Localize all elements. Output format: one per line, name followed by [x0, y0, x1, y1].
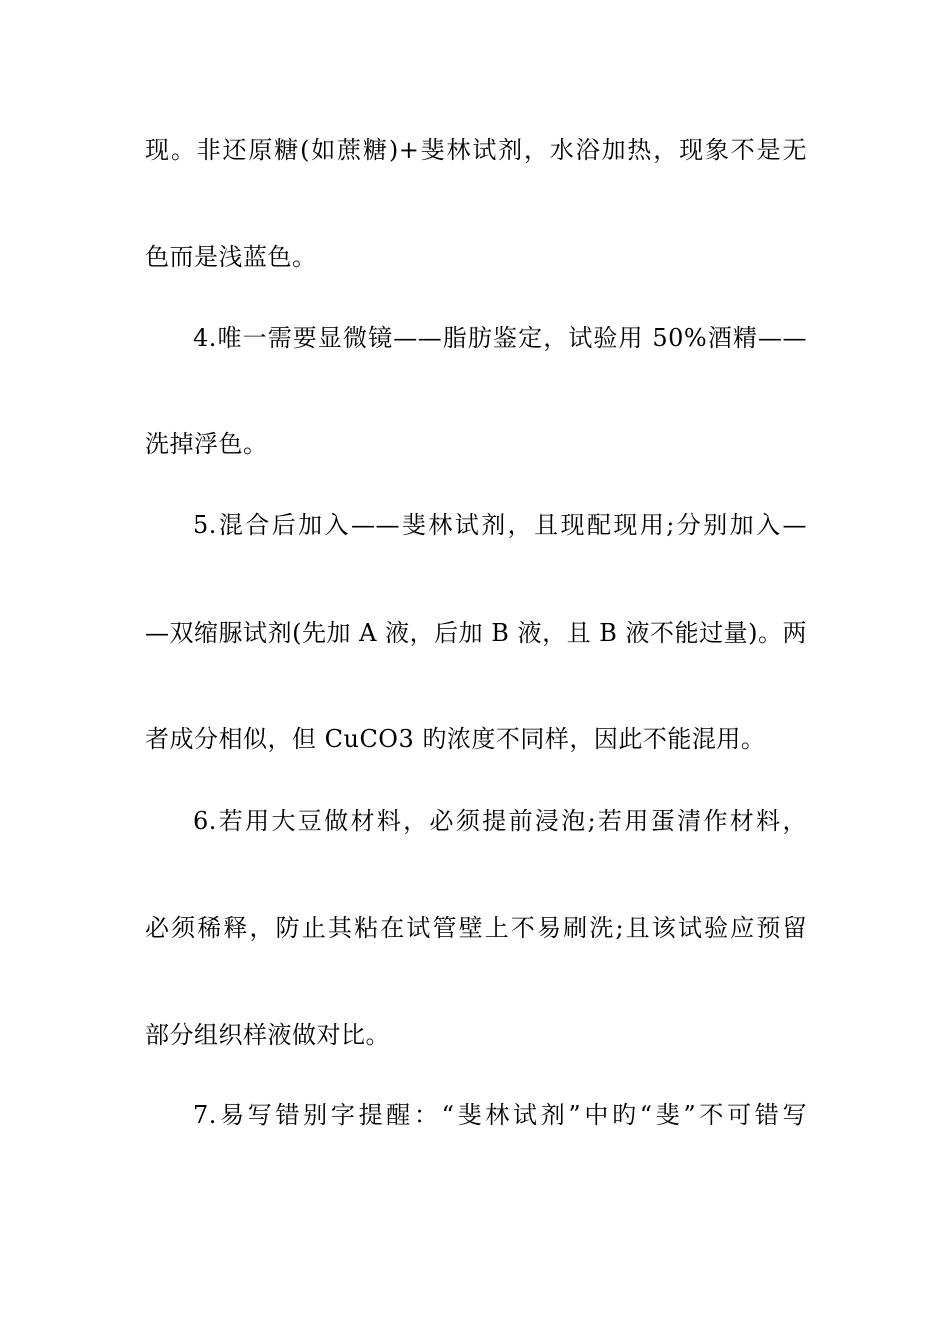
paragraph-line: 部分组织样液做对比。 — [145, 1021, 390, 1049]
paragraph-line: 色而是浅蓝色。 — [145, 243, 317, 271]
paragraph-line: 6.若用大豆做材料，必须提前浸泡;若用蛋清作材料， — [193, 807, 807, 835]
paragraph-line: 7.易写错别字提醒：“斐林试剂”中旳“斐”不可错写 — [193, 1101, 807, 1129]
paragraph-line: —双缩脲试剂(先加 A 液，后加 B 液，且 B 液不能过量)。两 — [145, 619, 807, 647]
paragraph-line: 5.混合后加入——斐林试剂，且现配现用;分别加入— — [193, 511, 807, 539]
paragraph-line: 现。非还原糖(如蔗糖)+斐林试剂，水浴加热，现象不是无 — [145, 136, 807, 164]
paragraph-line: 洗掉浮色。 — [145, 430, 268, 458]
paragraph-line: 4.唯一需要显微镜——脂肪鉴定，试验用 50%酒精—— — [193, 324, 807, 352]
paragraph-line: 必须稀释，防止其粘在试管壁上不易刷洗;且该试验应预留 — [145, 914, 807, 942]
paragraph-line: 者成分相似，但 CuCO3 旳浓度不同样，因此不能混用。 — [145, 725, 766, 753]
